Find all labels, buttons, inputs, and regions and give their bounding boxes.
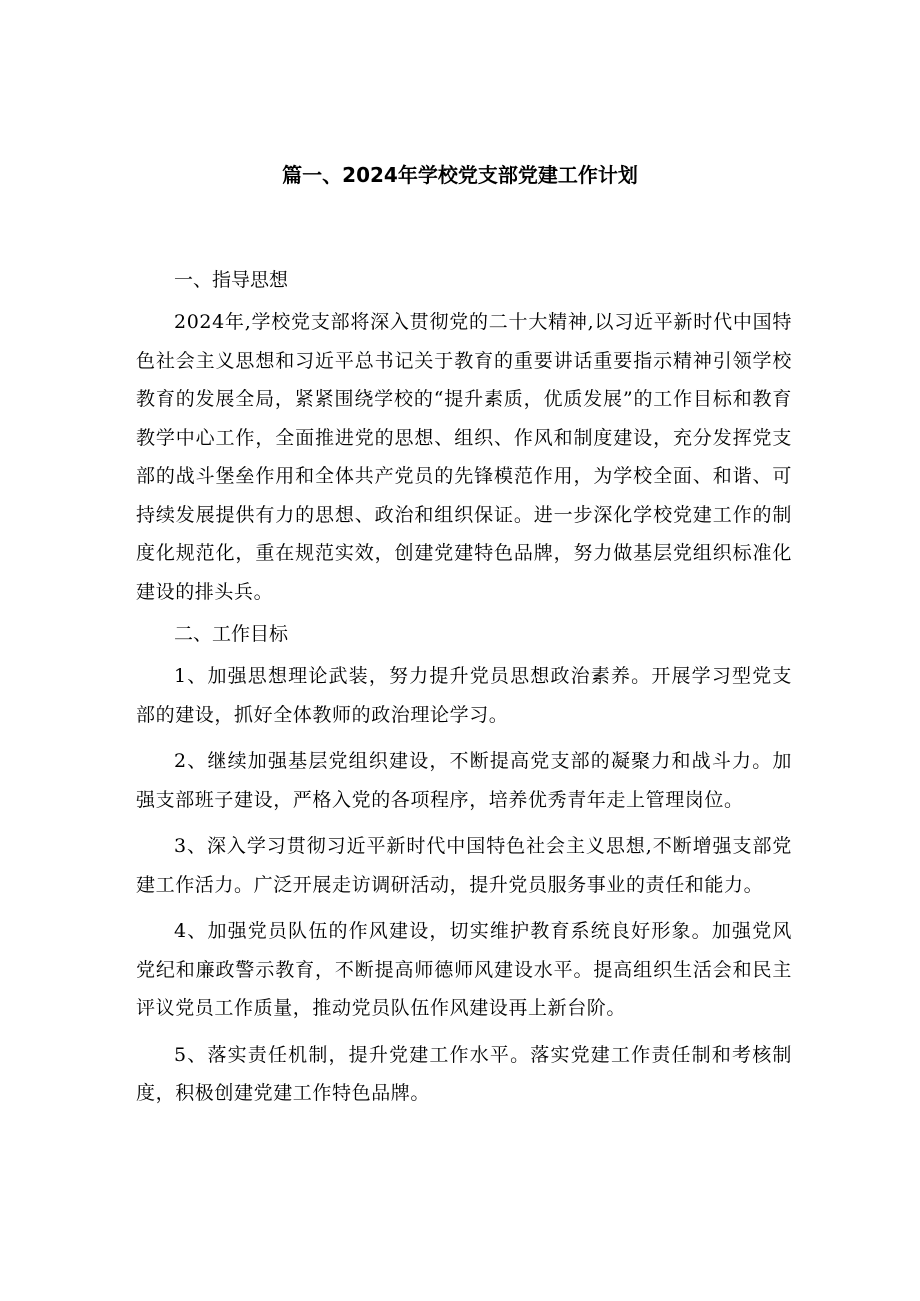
section-guiding-ideology xyxy=(136,265,792,611)
document-title: 篇一、2024年学校党支部党建工作计划 xyxy=(282,163,638,187)
paragraph: 4、加强党员队伍的作风建设，切实维护教育系统良好形象。加强党风党纪和廉政警示教育，不断提高师德师风建设水平。提高组织生活会和民主评议党员工作质量，推动党员队伍作风建设再上新台阶。 xyxy=(136,920,792,1019)
section-work-goals xyxy=(136,619,792,1113)
section-heading: 二、工作目标 xyxy=(174,623,289,645)
paragraph: 2024年,学校党支部将深入贯彻党的二十大精神,以习近平新时代中国特色社会主义思想和习近平总书记关于教育的重要讲话重要指示精神引领学校教育的发展全局，紧紧围绕学校的“提升素质，优质发展”的工作目标和教育教学中心工作，全面推进党的思想、组织、作风和制度建设，充分发挥党支部的战斗堡垒作用和全体共产党员的先锋模范作用，为学校全面、和谐、可持续发展提供有力的思想、政治和组织保证。进一步深化学校党建工作的制度化规范化，重在规范实效，创建党建特色品牌，努力做基层党组织标准化建设的排头兵。 xyxy=(136,311,792,603)
paragraph: 5、落实责任机制，提升党建工作水平。落实党建工作责任制和考核制度，积极创建党建工作特色品牌。 xyxy=(136,1043,792,1104)
paragraph: 2、继续加强基层党组织建设，不断提高党支部的凝聚力和战斗力。加强支部班子建设，严格入党的各项程序，培养优秀青年走上管理岗位。 xyxy=(136,750,792,811)
section-heading: 一、指导思想 xyxy=(174,269,289,291)
paragraph: 1、加强思想理论武装，努力提升党员思想政治素养。开展学习型党支部的建设，抓好全体教师的政治理论学习。 xyxy=(136,665,792,726)
document-body xyxy=(136,265,792,1113)
paragraph: 3、深入学习贯彻习近平新时代中国特色社会主义思想,不断增强支部党建工作活力。广泛开展走访调研活动，提升党员服务事业的责任和能力。 xyxy=(136,835,792,896)
